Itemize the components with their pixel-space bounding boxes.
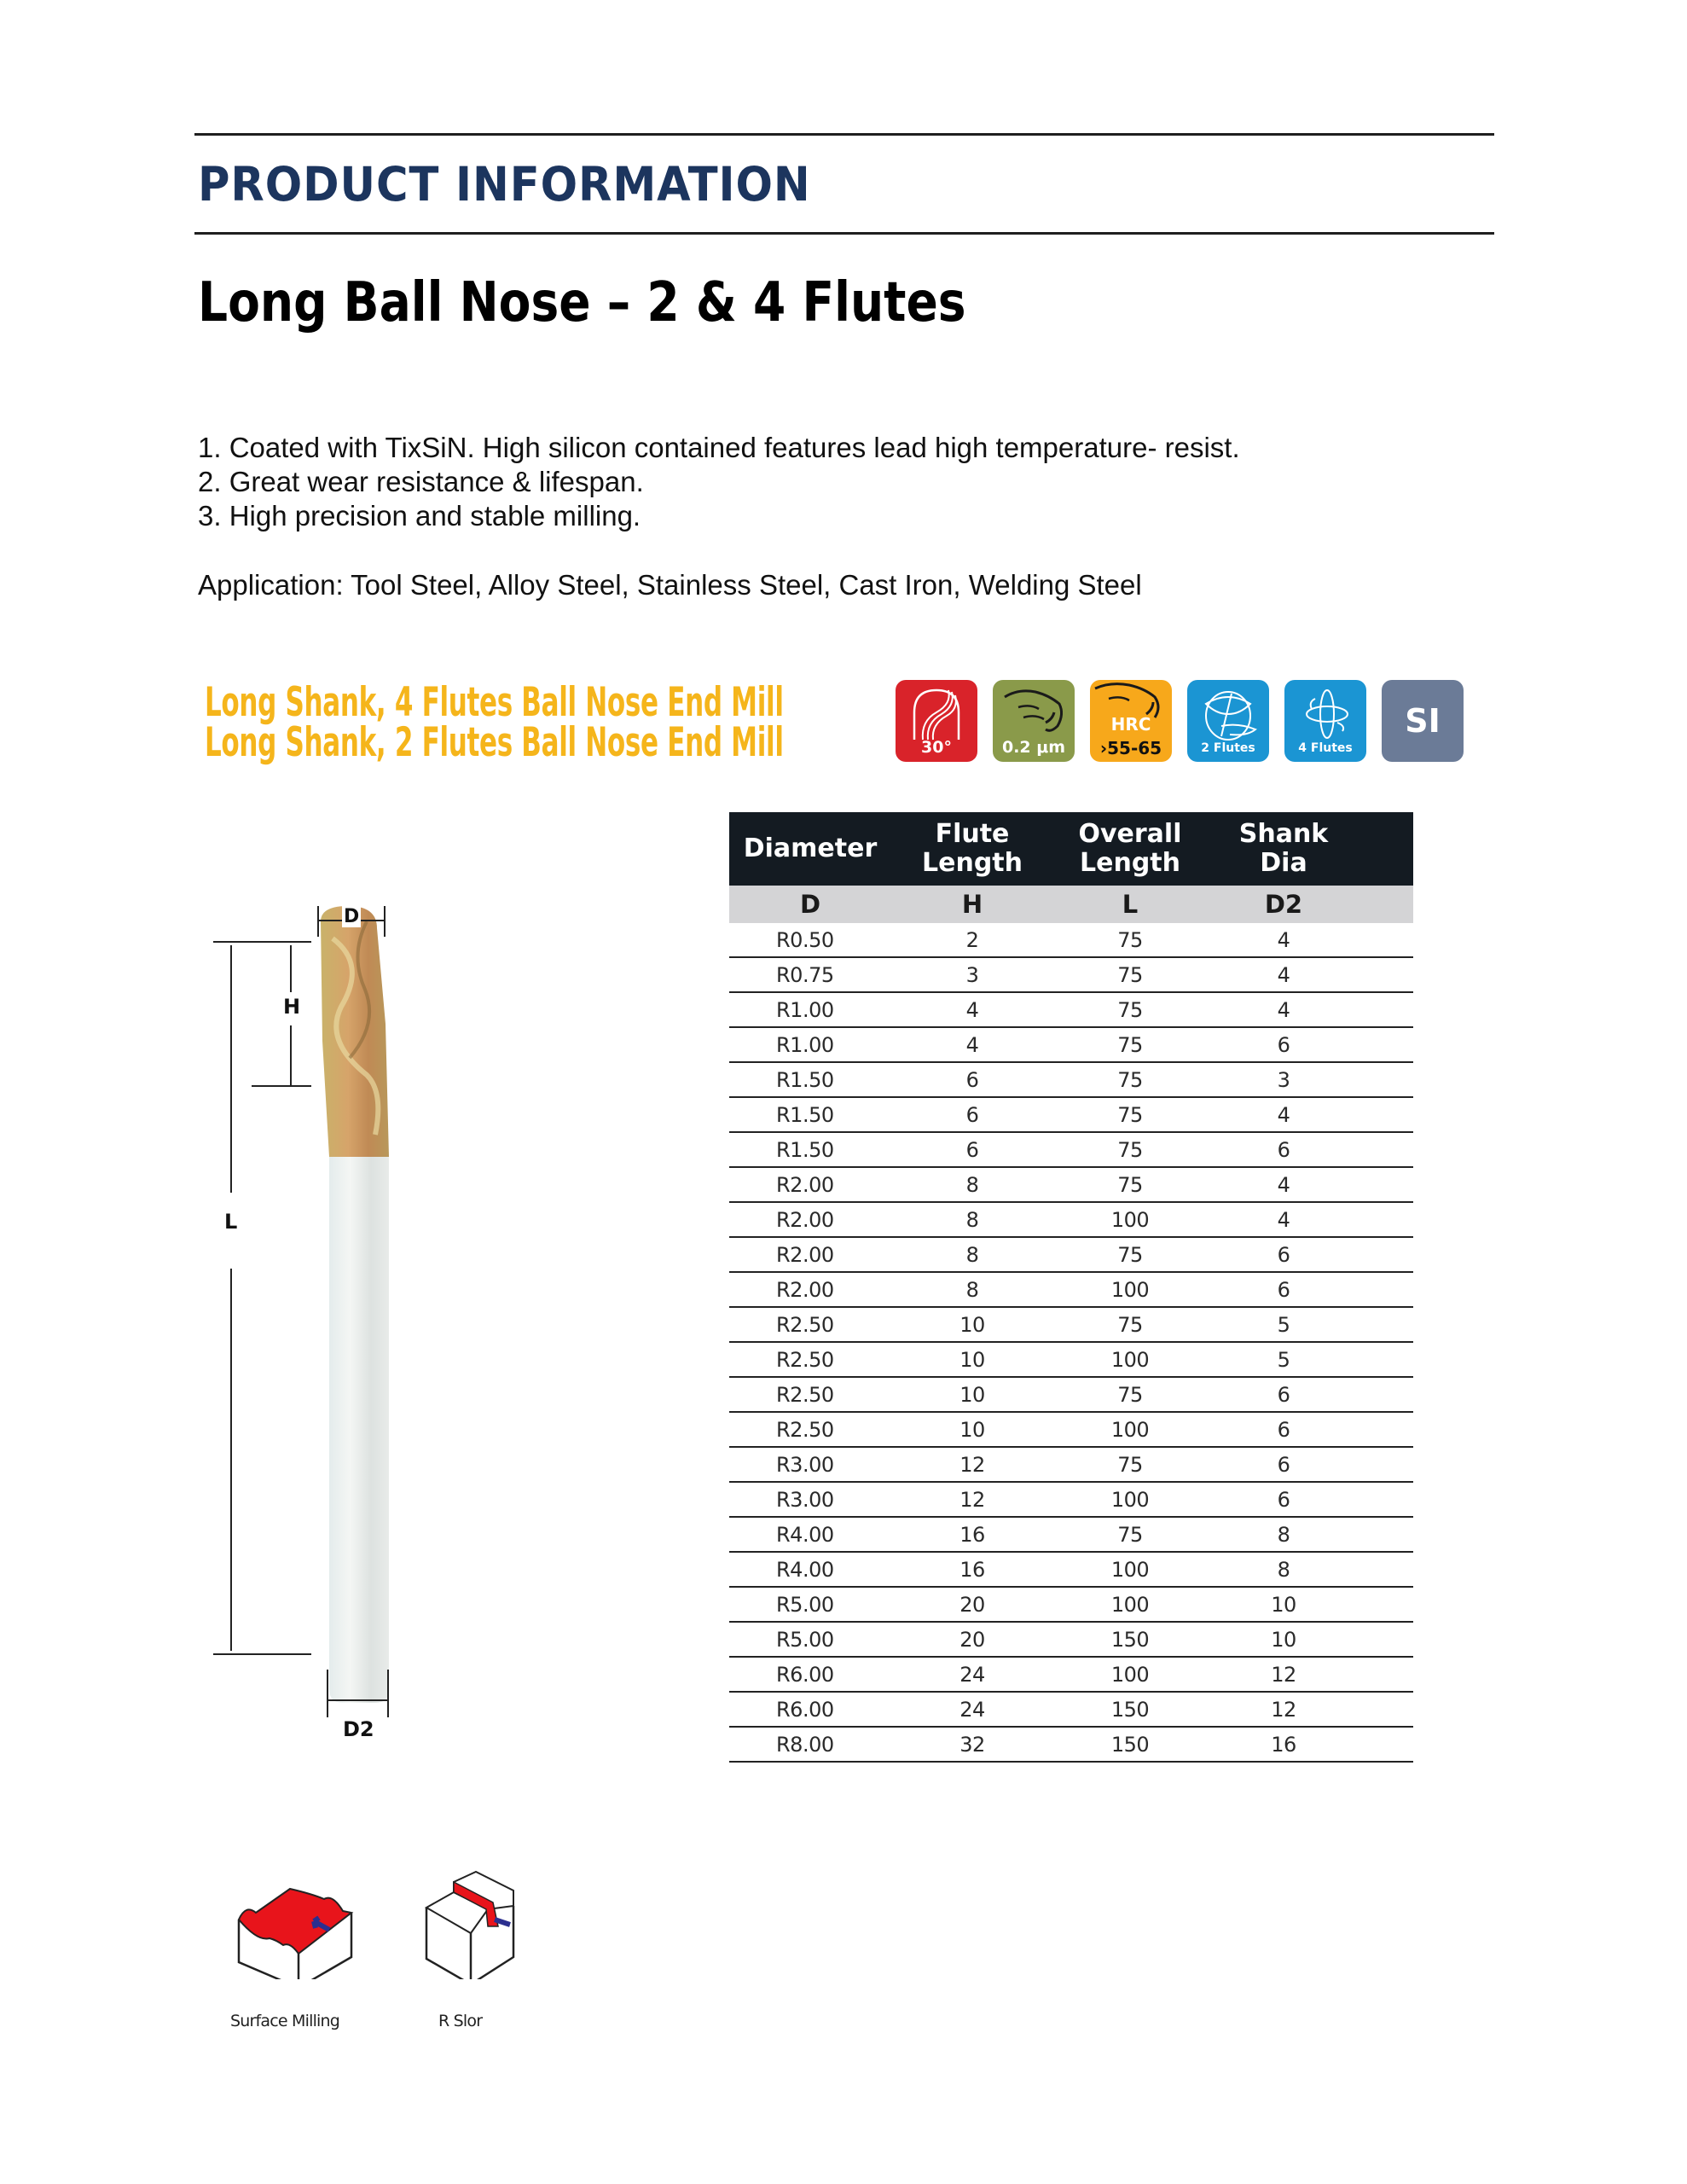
cell-shank-dia: 6: [1207, 1412, 1360, 1447]
cell-shank-dia: 10: [1207, 1587, 1360, 1622]
surface-milling-label: Surface Milling: [230, 2012, 340, 2030]
si-coating-badge: [1382, 680, 1464, 762]
cell-diameter: R3.00: [729, 1482, 891, 1517]
cell-diameter: R0.50: [729, 923, 891, 957]
cell-overall-length: 75: [1053, 1097, 1207, 1132]
top-rule: [194, 133, 1494, 136]
cell-flute-length: 20: [891, 1622, 1053, 1657]
header-spacer: [1360, 812, 1413, 886]
header-shank-dia: [1207, 812, 1360, 886]
cell-diameter: R2.00: [729, 1237, 891, 1272]
header-flute-title2: Length: [922, 848, 1023, 878]
table-row: [729, 1412, 1413, 1447]
feature-item: 3. High precision and stable milling.: [198, 500, 641, 531]
cell-diameter: R1.00: [729, 992, 891, 1027]
table-row: [729, 1202, 1413, 1237]
cell-spacer: [1360, 1027, 1413, 1062]
cell-shank-dia: 4: [1207, 923, 1360, 957]
table-header-row: [729, 812, 1413, 886]
table-symbol-row: [729, 886, 1413, 923]
cell-flute-length: 10: [891, 1377, 1053, 1412]
cell-shank-dia: 5: [1207, 1342, 1360, 1377]
cell-flute-length: 8: [891, 1202, 1053, 1237]
cell-diameter: R8.00: [729, 1727, 891, 1762]
cell-overall-length: 100: [1053, 1202, 1207, 1237]
cell-flute-length: 16: [891, 1517, 1053, 1552]
d-dimension-label: D: [344, 906, 360, 927]
cell-spacer: [1360, 1657, 1413, 1692]
cell-shank-dia: 3: [1207, 1062, 1360, 1097]
cell-flute-length: 4: [891, 1027, 1053, 1062]
cell-diameter: R6.00: [729, 1692, 891, 1727]
cell-shank-dia: 10: [1207, 1622, 1360, 1657]
cell-spacer: [1360, 1202, 1413, 1237]
cell-diameter: R0.75: [729, 957, 891, 992]
cell-overall-length: 100: [1053, 1587, 1207, 1622]
heading-rule: [194, 232, 1494, 235]
cell-shank-dia: 6: [1207, 1272, 1360, 1307]
helix-angle-badge: [896, 680, 977, 762]
banner-line-4-flutes: Long Shank, 4 Flutes Ball Nose End Mill: [205, 679, 784, 726]
table-row: [729, 1587, 1413, 1622]
end-mill-illustration: [196, 887, 452, 1740]
cell-diameter: R4.00: [729, 1517, 891, 1552]
cell-flute-length: 20: [891, 1587, 1053, 1622]
header-shank-title2: Dia: [1260, 848, 1307, 878]
table-row: [729, 1132, 1413, 1167]
cell-flute-length: 10: [891, 1412, 1053, 1447]
cell-shank-dia: 8: [1207, 1552, 1360, 1587]
two-flutes-badge: [1187, 680, 1269, 762]
l-top-extension: [213, 941, 311, 943]
cell-flute-length: 8: [891, 1272, 1053, 1307]
table-row: [729, 1692, 1413, 1727]
cell-shank-dia: 8: [1207, 1517, 1360, 1552]
four-flutes-badge: [1284, 680, 1366, 762]
cell-spacer: [1360, 1237, 1413, 1272]
cell-flute-length: 10: [891, 1342, 1053, 1377]
cell-spacer: [1360, 1482, 1413, 1517]
cell-shank-dia: 4: [1207, 1167, 1360, 1202]
cell-shank-dia: 4: [1207, 992, 1360, 1027]
cell-spacer: [1360, 1727, 1413, 1762]
product-title: Long Ball Nose – 2 & 4 Flutes: [198, 271, 966, 334]
cell-spacer: [1360, 1377, 1413, 1412]
d2-right-extension: [387, 1670, 389, 1717]
symbol-d2: D2: [1207, 886, 1360, 923]
table-row: [729, 1622, 1413, 1657]
cell-flute-length: 4: [891, 992, 1053, 1027]
cell-shank-dia: 12: [1207, 1692, 1360, 1727]
table-row: [729, 1097, 1413, 1132]
r-slot-label: R Slor: [438, 2012, 483, 2030]
l-bottom-extension: [213, 1653, 311, 1655]
cell-diameter: R5.00: [729, 1622, 891, 1657]
cell-diameter: R2.50: [729, 1377, 891, 1412]
header-flute-title: Flute: [935, 819, 1010, 849]
l-dimension-line-lower: [230, 1269, 232, 1651]
h-dimension-line-lower: [290, 1025, 292, 1085]
symbol-l: L: [1053, 886, 1207, 923]
application-text: Application: Tool Steel, Alloy Steel, Stainless Steel, Cast Iron, Welding Steel: [198, 569, 1142, 601]
table-row: [729, 923, 1413, 957]
cell-overall-length: 75: [1053, 1377, 1207, 1412]
table-row: [729, 992, 1413, 1027]
cell-flute-length: 16: [891, 1552, 1053, 1587]
helix-angle-label: 30°: [921, 738, 952, 757]
cell-shank-dia: 6: [1207, 1377, 1360, 1412]
cell-diameter: R2.00: [729, 1167, 891, 1202]
h-dimension-line-upper: [290, 945, 292, 992]
table-row: [729, 1062, 1413, 1097]
cell-overall-length: 100: [1053, 1412, 1207, 1447]
cell-spacer: [1360, 1307, 1413, 1342]
cell-flute-length: 12: [891, 1447, 1053, 1482]
cell-flute-length: 6: [891, 1062, 1053, 1097]
cell-diameter: R6.00: [729, 1657, 891, 1692]
cell-flute-length: 6: [891, 1097, 1053, 1132]
cell-spacer: [1360, 1587, 1413, 1622]
cell-spacer: [1360, 992, 1413, 1027]
cell-shank-dia: 6: [1207, 1482, 1360, 1517]
d2-left-extension: [327, 1670, 328, 1717]
header-diameter-title: Diameter: [743, 834, 878, 863]
cell-overall-length: 100: [1053, 1657, 1207, 1692]
cell-shank-dia: 6: [1207, 1237, 1360, 1272]
si-coating-icon: SI: [1405, 702, 1441, 740]
cell-overall-length: 75: [1053, 1132, 1207, 1167]
table-row: [729, 1027, 1413, 1062]
cell-overall-length: 75: [1053, 1517, 1207, 1552]
header-overall-title: Overall: [1078, 819, 1182, 849]
cell-flute-length: 12: [891, 1482, 1053, 1517]
header-diameter: [729, 812, 891, 886]
cell-overall-length: 75: [1053, 957, 1207, 992]
cell-overall-length: 150: [1053, 1622, 1207, 1657]
table-row: [729, 1377, 1413, 1412]
symbol-h: H: [891, 886, 1053, 923]
spec-table-body: [729, 923, 1413, 1762]
cell-spacer: [1360, 1622, 1413, 1657]
cell-spacer: [1360, 1097, 1413, 1132]
cell-diameter: R1.50: [729, 1132, 891, 1167]
cell-shank-dia: 12: [1207, 1657, 1360, 1692]
cell-spacer: [1360, 1342, 1413, 1377]
r-slot-icon: [420, 1868, 522, 1979]
table-row: [729, 1167, 1413, 1202]
feature-item: 1. Coated with TixSiN. High silicon contained features lead high temperature- resist.: [198, 432, 1240, 463]
d2-dimension-label: D2: [343, 1717, 374, 1741]
header-shank-title: Shank: [1238, 819, 1329, 849]
l-dimension-line-upper: [230, 945, 232, 1193]
table-row: [729, 1657, 1413, 1692]
cell-spacer: [1360, 1692, 1413, 1727]
cell-overall-length: 75: [1053, 1027, 1207, 1062]
cell-spacer: [1360, 1517, 1413, 1552]
cell-flute-length: 8: [891, 1237, 1053, 1272]
cell-diameter: R2.00: [729, 1202, 891, 1237]
cell-shank-dia: 4: [1207, 957, 1360, 992]
cell-shank-dia: 6: [1207, 1027, 1360, 1062]
hardness-range-label: ›55-65: [1099, 738, 1162, 758]
cell-shank-dia: 16: [1207, 1727, 1360, 1762]
h-dimension-label: H: [283, 995, 301, 1019]
section-heading: PRODUCT INFORMATION: [198, 157, 811, 212]
table-row: [729, 1307, 1413, 1342]
cell-overall-length: 100: [1053, 1552, 1207, 1587]
table-row: [729, 957, 1413, 992]
cell-overall-length: 75: [1053, 1307, 1207, 1342]
cell-diameter: R3.00: [729, 1447, 891, 1482]
cell-overall-length: 100: [1053, 1342, 1207, 1377]
banner-line-2-flutes: Long Shank, 2 Flutes Ball Nose End Mill: [205, 719, 784, 766]
cell-spacer: [1360, 1132, 1413, 1167]
cell-flute-length: 3: [891, 957, 1053, 992]
cell-overall-length: 75: [1053, 1237, 1207, 1272]
spec-table: [729, 812, 1413, 1763]
header-flute-length: [891, 812, 1053, 886]
four-flutes-label: 4 Flutes: [1298, 741, 1353, 755]
cell-diameter: R1.50: [729, 1062, 891, 1097]
cell-shank-dia: 4: [1207, 1202, 1360, 1237]
header-overall-length: [1053, 812, 1207, 886]
table-row: [729, 1237, 1413, 1272]
cell-shank-dia: 5: [1207, 1307, 1360, 1342]
cell-overall-length: 150: [1053, 1692, 1207, 1727]
cell-overall-length: 75: [1053, 923, 1207, 957]
cell-spacer: [1360, 1412, 1413, 1447]
cell-flute-length: 8: [891, 1167, 1053, 1202]
h-bottom-extension: [252, 1085, 311, 1087]
cell-flute-length: 2: [891, 923, 1053, 957]
cell-shank-dia: 4: [1207, 1097, 1360, 1132]
cell-flute-length: 10: [891, 1307, 1053, 1342]
cell-spacer: [1360, 1167, 1413, 1202]
d-right-extension: [384, 906, 386, 937]
cell-diameter: R5.00: [729, 1587, 891, 1622]
cell-overall-length: 100: [1053, 1482, 1207, 1517]
cell-overall-length: 75: [1053, 1447, 1207, 1482]
hardness-hrc-label: HRC: [1110, 714, 1151, 735]
table-row: [729, 1552, 1413, 1587]
cell-diameter: R1.00: [729, 1027, 891, 1062]
coating-thickness-badge: [993, 680, 1075, 762]
surface-milling-icon: [230, 1868, 358, 1979]
cell-spacer: [1360, 1552, 1413, 1587]
cell-flute-length: 32: [891, 1727, 1053, 1762]
symbol-d: D: [729, 886, 891, 923]
symbol-spacer: [1360, 886, 1413, 923]
cell-diameter: R2.50: [729, 1412, 891, 1447]
cell-overall-length: 75: [1053, 1062, 1207, 1097]
cell-overall-length: 100: [1053, 1272, 1207, 1307]
table-row: [729, 1727, 1413, 1762]
cell-diameter: R2.50: [729, 1342, 891, 1377]
cell-shank-dia: 6: [1207, 1447, 1360, 1482]
table-row: [729, 1342, 1413, 1377]
coating-thickness-label: 0.2 μm: [1001, 738, 1066, 757]
cell-flute-length: 24: [891, 1657, 1053, 1692]
cell-diameter: R4.00: [729, 1552, 891, 1587]
two-flutes-label: 2 Flutes: [1201, 741, 1255, 755]
l-dimension-label: L: [224, 1210, 238, 1234]
table-row: [729, 1517, 1413, 1552]
feature-item: 2. Great wear resistance & lifespan.: [198, 466, 644, 497]
cell-diameter: R2.50: [729, 1307, 891, 1342]
cell-spacer: [1360, 1447, 1413, 1482]
cell-diameter: R1.50: [729, 1097, 891, 1132]
cell-overall-length: 75: [1053, 1167, 1207, 1202]
d2-dimension-line: [328, 1699, 387, 1701]
cell-spacer: [1360, 957, 1413, 992]
d-left-extension: [317, 906, 319, 937]
cell-diameter: R2.00: [729, 1272, 891, 1307]
table-row: [729, 1447, 1413, 1482]
cell-flute-length: 24: [891, 1692, 1053, 1727]
cell-shank-dia: 6: [1207, 1132, 1360, 1167]
cell-overall-length: 75: [1053, 992, 1207, 1027]
cell-spacer: [1360, 923, 1413, 957]
header-overall-title2: Length: [1080, 848, 1180, 878]
cell-overall-length: 150: [1053, 1727, 1207, 1762]
table-row: [729, 1272, 1413, 1307]
cell-flute-length: 6: [891, 1132, 1053, 1167]
table-row: [729, 1482, 1413, 1517]
cell-spacer: [1360, 1062, 1413, 1097]
hardness-badge: [1090, 680, 1172, 762]
cell-spacer: [1360, 1272, 1413, 1307]
